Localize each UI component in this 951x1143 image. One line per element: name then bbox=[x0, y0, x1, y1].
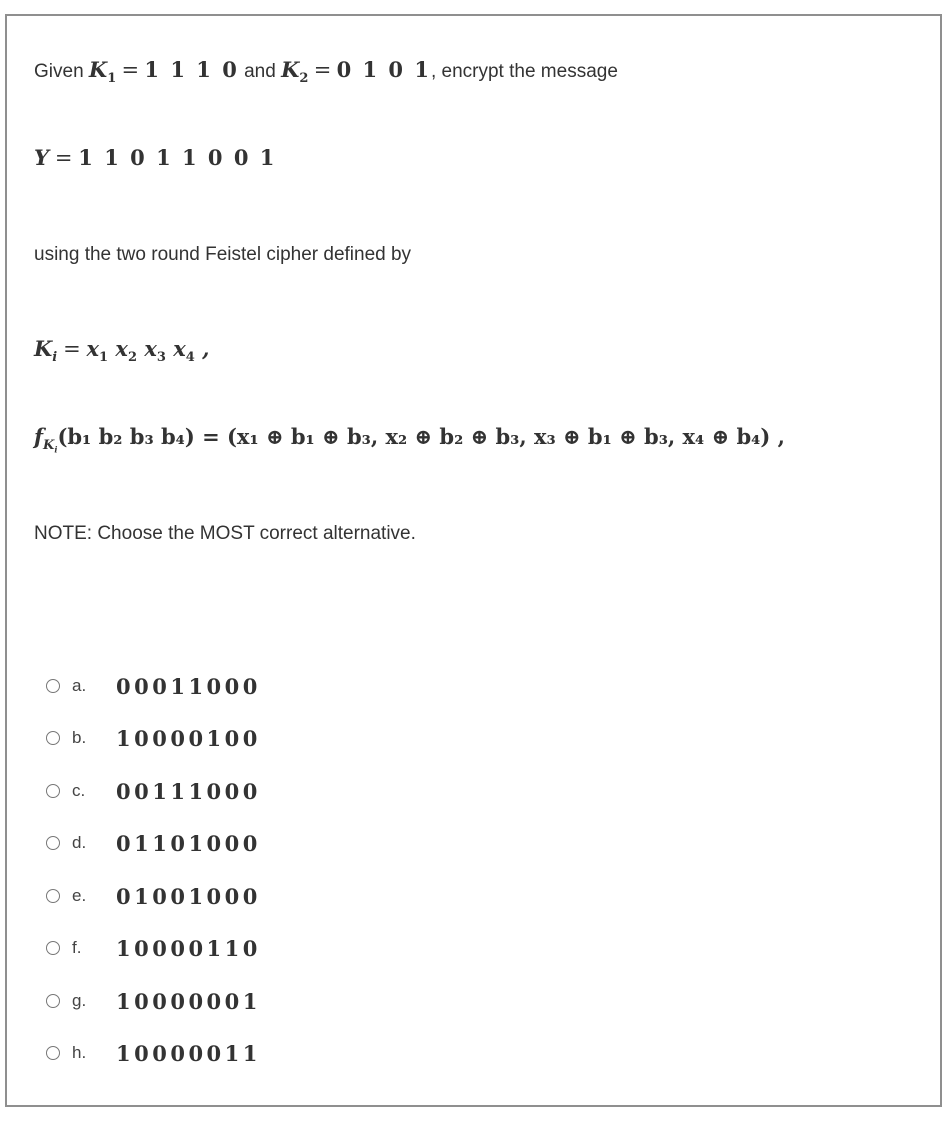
option-d[interactable] bbox=[46, 828, 261, 858]
message-definition bbox=[34, 145, 276, 171]
equals-sign: = bbox=[313, 58, 332, 82]
radio-button[interactable] bbox=[46, 836, 60, 850]
equals-sign: = bbox=[121, 58, 140, 82]
option-h[interactable] bbox=[46, 1038, 261, 1068]
using-text: using the two round Feistel cipher defined by bbox=[34, 244, 412, 265]
option-letter: h. bbox=[72, 1043, 87, 1062]
option-value: 00011000 bbox=[116, 673, 261, 699]
ki-rhs: $x_1$ $x_2$ $x_3$ $x_4$ , bbox=[86, 336, 210, 366]
y-label: Y bbox=[34, 145, 49, 170]
key-definition bbox=[34, 336, 209, 365]
radio-button[interactable] bbox=[46, 994, 60, 1008]
note-text: NOTE: Choose the MOST correct alternative. bbox=[34, 523, 416, 544]
f-expression: (b₁ b₂ b₃ b₄) = (x₁ ⊕ b₁ ⊕ b₃, x₂ ⊕ b₂ ⊕ b₃, x₃ ⊕ b₁ ⊕ b₃, x₄ ⊕ b₄) , bbox=[57, 424, 785, 449]
encrypt-text: , encrypt the message bbox=[430, 61, 618, 82]
radio-button[interactable] bbox=[46, 679, 60, 693]
option-letter: c. bbox=[72, 781, 86, 800]
round-function-definition bbox=[34, 424, 785, 455]
option-c[interactable] bbox=[46, 776, 261, 806]
option-f[interactable] bbox=[46, 933, 261, 963]
k2-value: 0 1 0 1 bbox=[336, 57, 431, 82]
ki-label: $K_i$ bbox=[34, 336, 58, 366]
given-text: Given bbox=[34, 61, 84, 82]
radio-button[interactable] bbox=[46, 1046, 60, 1060]
option-value: 01101000 bbox=[116, 830, 261, 856]
option-e[interactable] bbox=[46, 881, 261, 911]
option-letter: g. bbox=[72, 991, 87, 1010]
option-value: 01001000 bbox=[116, 883, 261, 909]
k2-label: $K_2$ bbox=[281, 57, 309, 87]
k1-value: 1 1 1 0 bbox=[144, 57, 239, 82]
radio-button[interactable] bbox=[46, 941, 60, 955]
equals-sign: = bbox=[63, 337, 81, 361]
option-letter: d. bbox=[72, 833, 87, 852]
option-a[interactable] bbox=[46, 671, 261, 701]
option-b[interactable] bbox=[46, 723, 261, 753]
option-letter: f. bbox=[72, 938, 82, 957]
option-letter: e. bbox=[72, 886, 87, 905]
equals-sign: = bbox=[54, 146, 73, 170]
option-value: 00111000 bbox=[116, 778, 261, 804]
y-value: 1 1 0 1 1 0 0 1 bbox=[78, 145, 277, 170]
radio-button[interactable] bbox=[46, 731, 60, 745]
radio-button[interactable] bbox=[46, 889, 60, 903]
option-value: 10000100 bbox=[116, 725, 261, 751]
f-label: $f_{K_i}$ bbox=[34, 424, 58, 455]
option-value: 10000001 bbox=[116, 988, 261, 1014]
option-value: 10000110 bbox=[116, 935, 261, 961]
option-letter: a. bbox=[72, 676, 87, 695]
radio-button[interactable] bbox=[46, 784, 60, 798]
k1-label: $K_1$ bbox=[88, 57, 117, 87]
option-g[interactable] bbox=[46, 986, 261, 1016]
question-intro bbox=[34, 57, 618, 86]
option-letter: b. bbox=[72, 728, 87, 747]
option-value: 10000011 bbox=[116, 1040, 261, 1066]
and-text: and bbox=[244, 61, 276, 82]
